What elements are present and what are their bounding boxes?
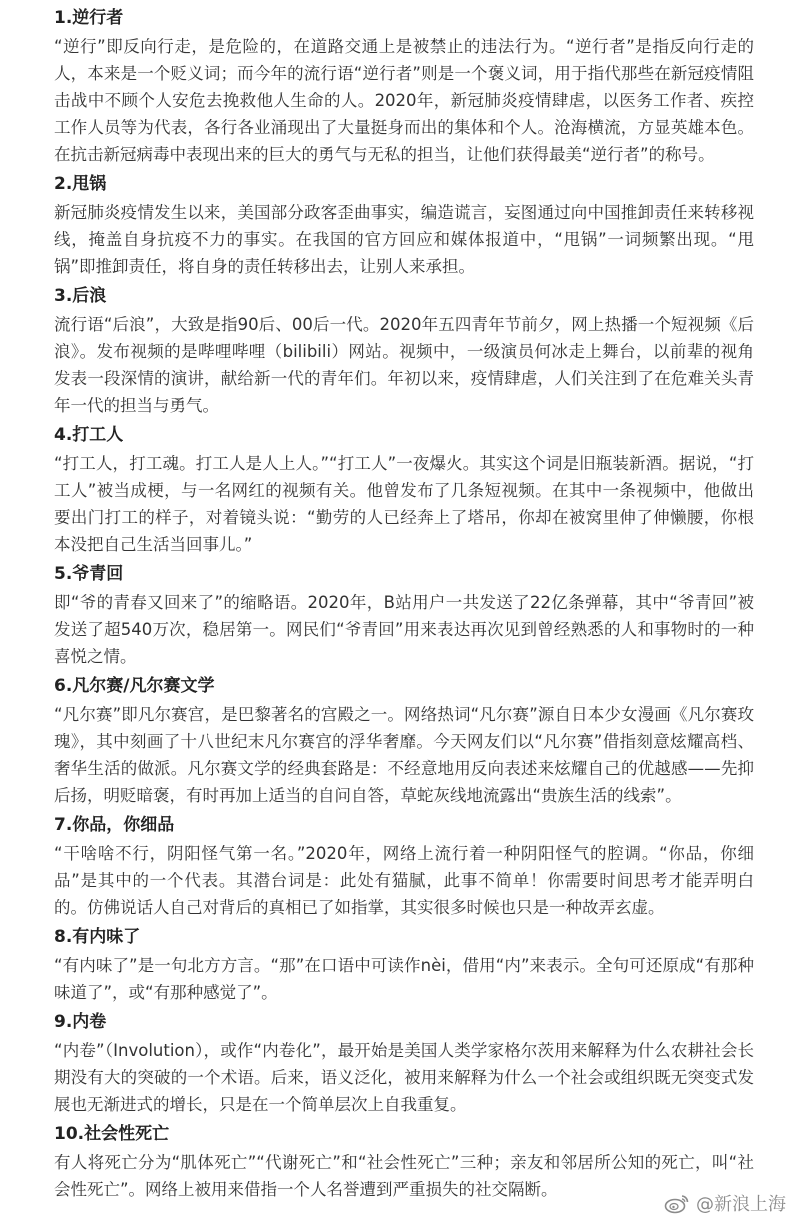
entry-body: “凡尔赛”即凡尔赛宫，是巴黎著名的宫殿之一。网络热词“凡尔赛”源自日本少女漫画《凡尔赛玫瑰》，其中刻画了十八世纪末凡尔赛宫的浮华奢靡。今天网友们以“凡尔赛”借指刻意炫耀高档、奢华生活的做派。凡尔赛文学的经典套路是：不经意地用反向表述来炫耀自己的优越感——先抑后扬，明贬暗褒，有时再加上适当的自问自答，草蛇灰线地流露出“贵族生活的线索”。 [54,705,754,805]
entry-title: 3.后浪 [54,286,107,306]
article [54,4,754,1205]
watermark-text: @新浪上海 [696,1194,786,1215]
entry-3 [54,282,754,419]
entry-body: “打工人，打工魂。打工人是人上人。”“打工人”一夜爆火。其实这个词是旧瓶装新酒。据说，“打工人”被当成梗，与一名网红的视频有关。他曾发布了几条短视频。在其中一条视频中，他做出要出门打工的样子，对着镜头说：“勤劳的人已经奔上了塔吊，你却在被窝里伸了伸懒腰，你根本没把自己生活当回事儿。” [54,454,754,554]
entry-title: 10.社会性死亡 [54,1124,170,1144]
entry-1 [54,4,754,168]
entry-body: “内卷”（Involution），或作“内卷化”，最开始是美国人类学家格尔茨用来解释为什么农耕社会长期没有大的突破的一个术语。后来，语义泛化，被用来解释为什么一个社会或组织既无突变式发展也无渐进式的增长，只是在一个简单层次上自我重复。 [54,1041,754,1114]
entry-title: 5.爷青回 [54,564,124,584]
weibo-logo-icon [664,1192,690,1214]
entry-body: “干啥啥不行，阴阳怪气第一名。”2020年，网络上流行着一种阴阳怪气的腔调。“你品，你细品”是其中的一个代表。其潜台词是：此处有猫腻，此事不简单！你需要时间思考才能弄明白的。仿佛说话人自己对背后的真相已了如指掌，其实很多时候也只是一种故弄玄虚。 [54,844,754,917]
entry-title: 7.你品，你细品 [54,815,175,835]
entry-title: 2.甩锅 [54,174,107,194]
entry-5 [54,560,754,670]
watermark [662,1190,788,1216]
entry-title: 6.凡尔赛/凡尔赛文学 [54,676,215,696]
entry-4 [54,421,754,558]
entry-title: 1.逆行者 [54,8,124,28]
entry-title: 9.内卷 [54,1012,107,1032]
entry-6 [54,672,754,809]
entry-body: 新冠肺炎疫情发生以来，美国部分政客歪曲事实，编造谎言，妄图通过向中国推卸责任来转移视线，掩盖自身抗疫不力的事实。在我国的官方回应和媒体报道中，“甩锅”一词频繁出现。“甩锅”即推卸责任，将自身的责任转移出去，让别人来承担。 [54,203,754,276]
entry-2 [54,170,754,280]
entry-7 [54,811,754,921]
entry-body: “有内味了”是一句北方方言。“那”在口语中可读作nèi，借用“内”来表示。全句可还原成“有那种味道了”，或“有那种感觉了”。 [54,956,754,1002]
entry-body: 流行语“后浪”，大致是指90后、00后一代。2020年五四青年节前夕，网上热播一个短视频《后浪》。发布视频的是哔哩哔哩（bilibili）网站。视频中，一级演员何冰走上舞台，以前辈的视角发表一段深情的演讲，献给新一代的青年们。年初以来，疫情肆虐，人们关注到了在危难关头青年一代的担当与勇气。 [54,315,754,415]
entry-title: 8.有内味了 [54,927,141,947]
entry-9 [54,1008,754,1118]
entry-10 [54,1120,754,1203]
entry-body: “逆行”即反向行走，是危险的，在道路交通上是被禁止的违法行为。“逆行者”是指反向行走的人，本来是一个贬义词；而今年的流行语“逆行者”则是一个褒义词，用于指代那些在新冠疫情阻击战中不顾个人安危去挽救他人生命的人。2020年，新冠肺炎疫情肆虐，以医务工作者、疾控工作人员等为代表，各行各业涌现出了大量挺身而出的集体和个人。沧海横流，方显英雄本色。在抗击新冠病毒中表现出来的巨大的勇气与无私的担当，让他们获得最美“逆行者”的称号。 [54,37,754,164]
entry-body: 有人将死亡分为“肌体死亡”“代谢死亡”和“社会性死亡”三种；亲友和邻居所公知的死亡，叫“社会性死亡”。网络上被用来借指一个人名誉遭到严重损失的社交隔断。 [54,1153,754,1199]
entry-8 [54,923,754,1006]
entry-body: 即“爷的青春又回来了”的缩略语。2020年，B站用户一共发送了22亿条弹幕，其中“爷青回”被发送了超540万次，稳居第一。网民们“爷青回”用来表达再次见到曾经熟悉的人和事物时的一种喜悦之情。 [54,593,754,666]
entry-title: 4.打工人 [54,425,124,445]
